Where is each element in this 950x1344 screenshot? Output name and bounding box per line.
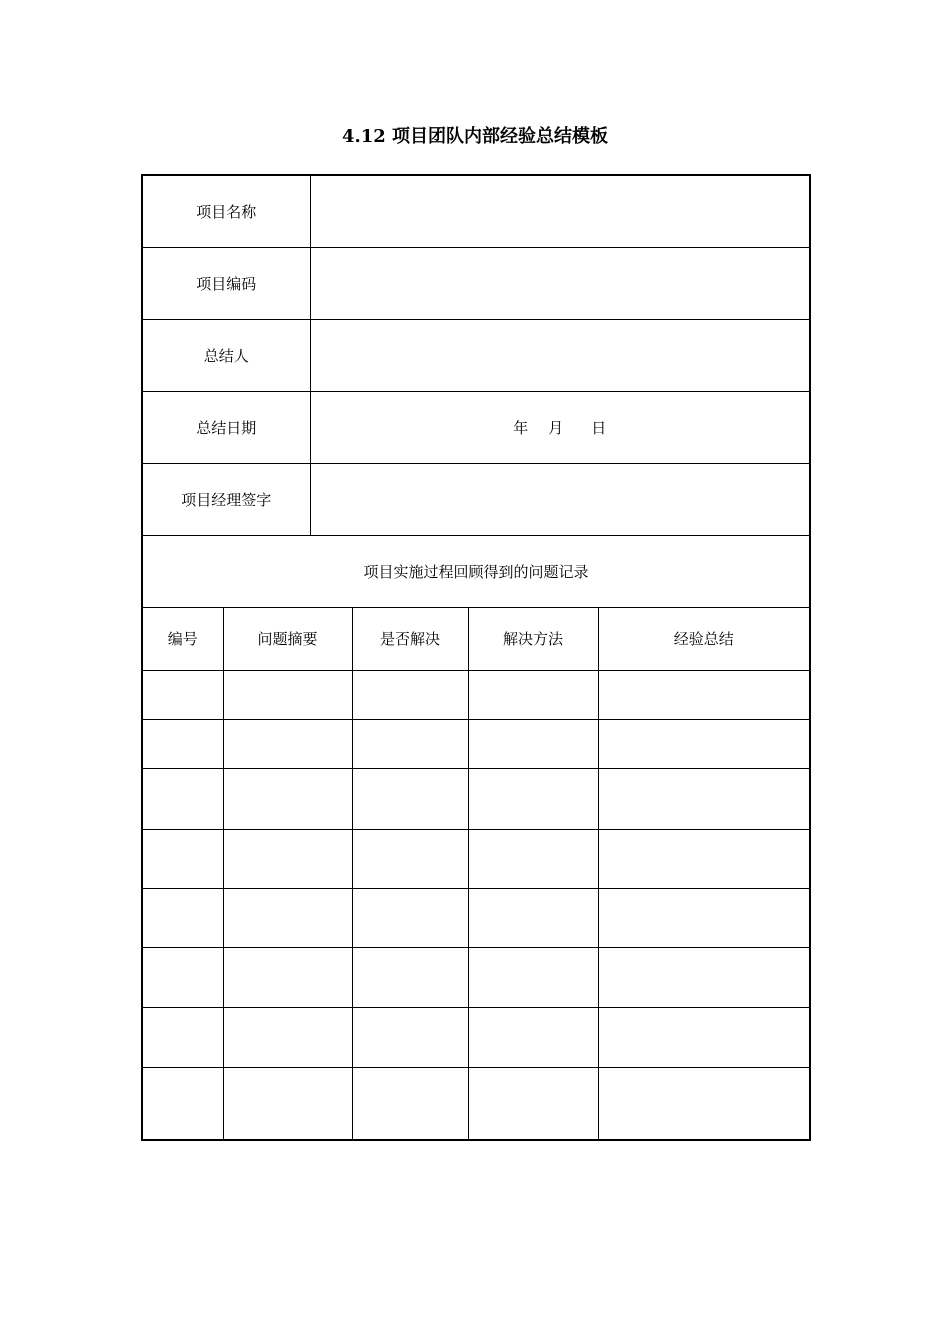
table-row (142, 947, 810, 1007)
info-row-project-code (142, 247, 810, 319)
summary-date-field[interactable] (310, 391, 810, 463)
section-row (142, 535, 810, 607)
info-row-project-name (142, 175, 810, 247)
cell-solution[interactable] (468, 768, 598, 829)
experience-summary-form (141, 174, 811, 1141)
summarizer-field[interactable] (310, 319, 810, 391)
date-year-label: 年 (513, 418, 529, 437)
cell-summary[interactable] (223, 719, 352, 768)
project-name-field[interactable] (310, 175, 810, 247)
cell-resolved[interactable] (352, 888, 468, 947)
cell-summary[interactable] (223, 768, 352, 829)
cell-summary[interactable] (223, 670, 352, 719)
cell-resolved[interactable] (352, 947, 468, 1007)
project-code-field[interactable] (310, 247, 810, 319)
column-header-lessons: 经验总结 (598, 607, 810, 670)
cell-solution[interactable] (468, 829, 598, 888)
issues-header-row (142, 607, 810, 670)
cell-resolved[interactable] (352, 670, 468, 719)
table-row (142, 719, 810, 768)
page-title: 4.12 项目团队内部经验总结模板 (341, 126, 609, 147)
cell-resolved[interactable] (352, 829, 468, 888)
cell-resolved[interactable] (352, 1067, 468, 1140)
cell-solution[interactable] (468, 947, 598, 1007)
table-row (142, 768, 810, 829)
cell-number[interactable] (142, 768, 223, 829)
cell-lessons[interactable] (598, 768, 810, 829)
cell-solution[interactable] (468, 719, 598, 768)
cell-lessons[interactable] (598, 888, 810, 947)
table-row (142, 1067, 810, 1140)
cell-resolved[interactable] (352, 1007, 468, 1067)
cell-number[interactable] (142, 719, 223, 768)
cell-summary[interactable] (223, 947, 352, 1007)
cell-lessons[interactable] (598, 829, 810, 888)
column-header-summary: 问题摘要 (223, 607, 352, 670)
project-name-label: 项目名称 (142, 175, 310, 247)
cell-number[interactable] (142, 670, 223, 719)
cell-summary[interactable] (223, 888, 352, 947)
cell-lessons[interactable] (598, 947, 810, 1007)
cell-number[interactable] (142, 947, 223, 1007)
cell-number[interactable] (142, 1067, 223, 1140)
cell-solution[interactable] (468, 888, 598, 947)
info-row-summarizer (142, 319, 810, 391)
section-title: 项目实施过程回顾得到的问题记录 (142, 535, 810, 607)
pm-signature-label: 项目经理签字 (142, 463, 310, 535)
cell-summary[interactable] (223, 1007, 352, 1067)
cell-solution[interactable] (468, 1007, 598, 1067)
cell-number[interactable] (142, 888, 223, 947)
column-header-solution: 解决方法 (468, 607, 598, 670)
date-day-label: 日 (591, 418, 607, 437)
pm-signature-field[interactable] (310, 463, 810, 535)
date-month-label: 月 (548, 418, 564, 437)
info-row-summary-date (142, 391, 810, 463)
column-header-number: 编号 (142, 607, 223, 670)
table-row (142, 1007, 810, 1067)
cell-number[interactable] (142, 829, 223, 888)
summary-date-label: 总结日期 (142, 391, 310, 463)
cell-summary[interactable] (223, 829, 352, 888)
cell-summary[interactable] (223, 1067, 352, 1140)
column-header-resolved: 是否解决 (352, 607, 468, 670)
summarizer-label: 总结人 (142, 319, 310, 391)
cell-lessons[interactable] (598, 1067, 810, 1140)
table-row (142, 670, 810, 719)
cell-number[interactable] (142, 1007, 223, 1067)
project-code-label: 项目编码 (142, 247, 310, 319)
table-row (142, 829, 810, 888)
cell-lessons[interactable] (598, 719, 810, 768)
cell-resolved[interactable] (352, 768, 468, 829)
table-row (142, 888, 810, 947)
cell-resolved[interactable] (352, 719, 468, 768)
cell-lessons[interactable] (598, 670, 810, 719)
cell-lessons[interactable] (598, 1007, 810, 1067)
info-row-pm-signature (142, 463, 810, 535)
cell-solution[interactable] (468, 670, 598, 719)
cell-solution[interactable] (468, 1067, 598, 1140)
